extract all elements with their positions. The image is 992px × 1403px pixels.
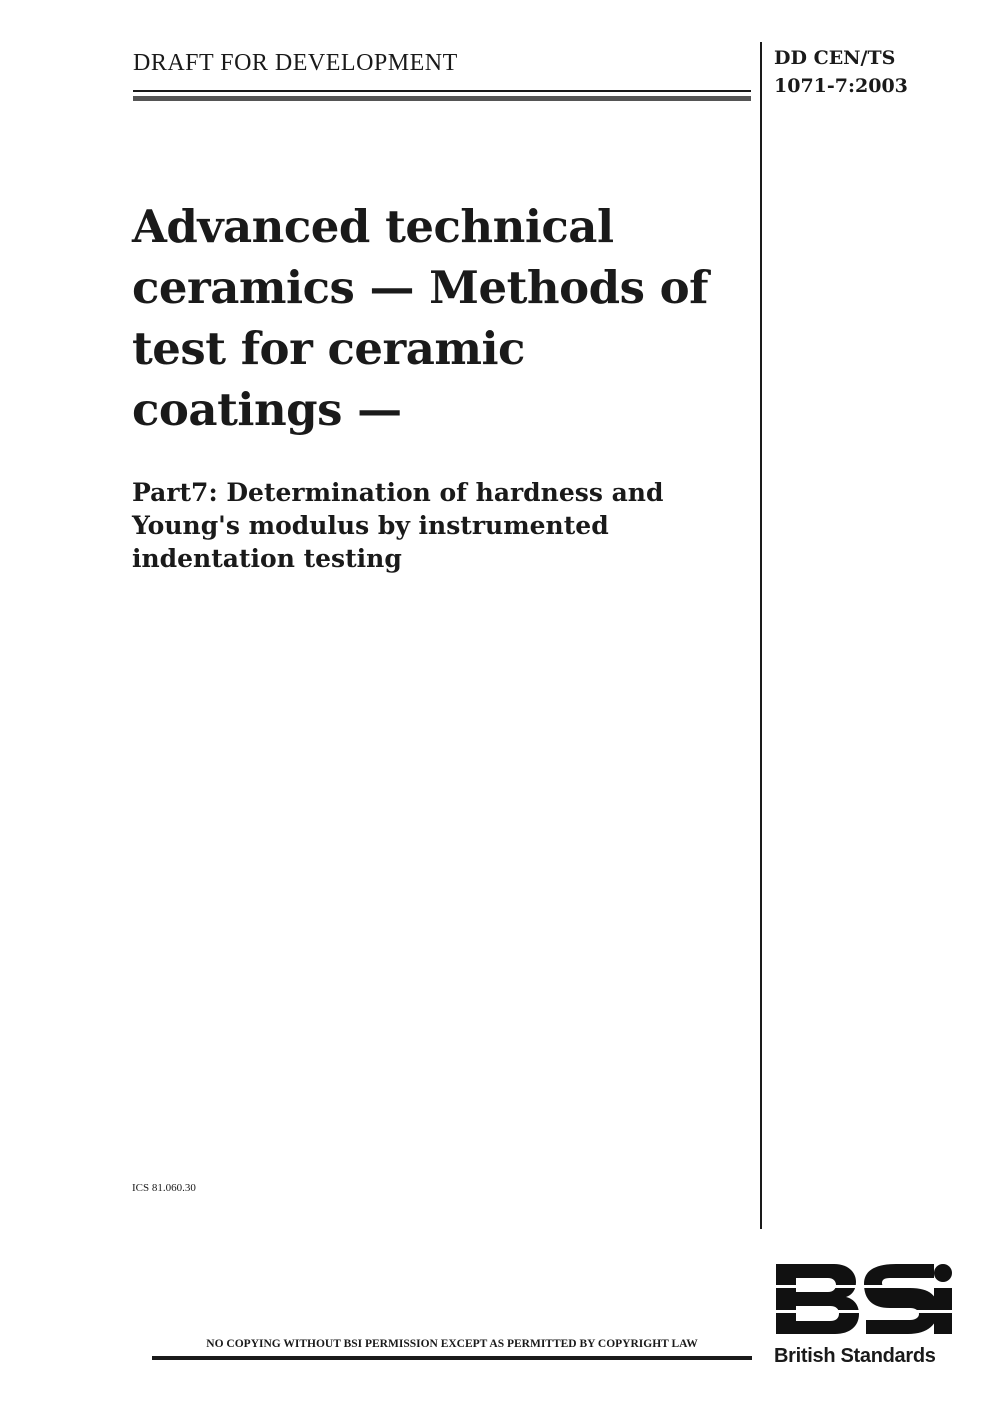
document-number-line-1: DD CEN/TS (774, 47, 896, 69)
document-number (774, 44, 908, 100)
title-line-3: test for ceramic (132, 322, 525, 375)
subtitle-line-2: Young's modulus by instrumented (132, 511, 609, 540)
title-line-4: coatings — (132, 383, 402, 436)
copyright-notice: NO COPYING WITHOUT BSI PERMISSION EXCEPT AS PERMITTED BY COPYRIGHT LAW (206, 1338, 698, 1350)
header-rule-top (133, 90, 751, 92)
subtitle-line-3: indentation testing (132, 544, 402, 573)
subtitle-line-1: Part7: Determination of hardness and (132, 478, 664, 507)
vertical-divider (760, 42, 762, 1229)
document-title (132, 196, 752, 440)
title-line-2: ceramics — Methods of (132, 261, 708, 314)
footer-rule (152, 1356, 752, 1360)
title-line-1: Advanced technical (132, 200, 614, 253)
logo-tagline: British Standards (774, 1345, 936, 1367)
document-number-line-2: 1071-7:2003 (774, 75, 908, 97)
document-subtitle (132, 476, 752, 575)
header-rule-bottom (133, 96, 751, 101)
header-label: DRAFT FOR DEVELOPMENT (133, 50, 458, 76)
ics-code: ICS 81.060.30 (132, 1182, 196, 1194)
